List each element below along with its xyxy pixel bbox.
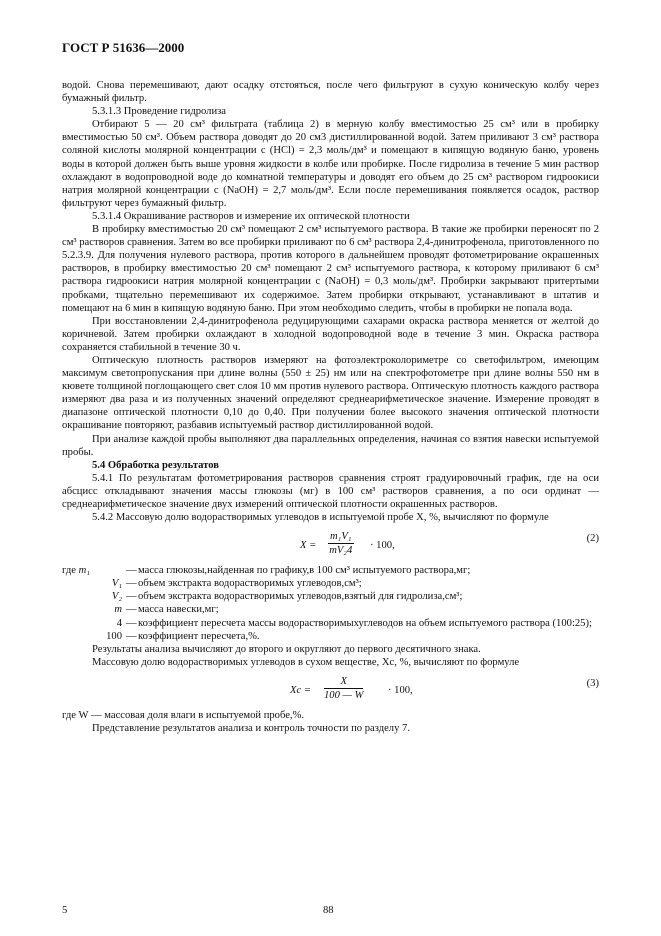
- paragraph: где W — массовая доля влаги в испытуемой пробе,%.: [62, 709, 305, 721]
- definition-row: m — масса навески,мг;: [62, 603, 592, 616]
- footer-section-number: 5: [62, 905, 68, 916]
- formula-tail: · 100,: [370, 540, 395, 552]
- section-heading-5-4: 5.4 Обработка результатов: [92, 459, 219, 471]
- fraction-denominator: mV₂4: [329, 545, 353, 557]
- definition-symbol: V₂: [111, 591, 122, 603]
- definition-row: V₂ — объем экстракта водорастворимых углеводов,взятый для гидролиза,см³;: [62, 590, 592, 603]
- paragraph: 5.4.1 По результатам фотометрирования растворов сравнения строят градуировочный график, где на оси абсцисс откладывают значения массы глюкозы (мг) в 100 см³ растворов сравнения, а по оси ординат — среднеарифметическое значение двух измерений оптической плотности окрашенных растворов.: [62, 472, 599, 510]
- formula-3: [62, 675, 599, 705]
- definition-symbol: V₁: [111, 578, 122, 590]
- formula-number: (2): [586, 533, 599, 545]
- paragraph: водой. Снова перемешивают, дают осадку отстояться, после чего фильтруют в сухую коническую колбу через бумажный фильтр.: [62, 80, 599, 105]
- definition-row: где m₁ — масса глюкозы,найденная по графику,в 100 см³ испытуемого раствора,мг;: [62, 564, 592, 577]
- paragraph: В пробирку вместимостью 20 см³ помещают 2 см³ испытуемого раствора. В такие же пробирки переносят по 2 см³ растворов сравнения. Затем во все пробирки приливают по 6 см³ раствора 2,4-динитрофенола, приготовленного по 5.2.3.9. Для получения нулевого раствора, против которого в дальнейшем проводят фотометрирование окрашенных растворов, в пробирку вместимостью 20 см³ помещают 2 см³ испытуемого раствора, к которому приливают 6 см³ раствора гидроокиси натрия молярной концентрации c (NaOH) = 0,3 моль/дм³. Пробирки закрывают притертыми пробками, тщательно перемешивают их содержимое. Затем пробирки открывают, устанавливают в штатив и помещают на 6 мин в кипящую водяную баню. При этом необходимо следить, чтобы в пробирки не попала вода.: [62, 224, 599, 314]
- definition-row: 100 — коэффициент пересчета,%.: [62, 630, 592, 643]
- formula-number: (3): [586, 677, 599, 689]
- symbol-definitions: [62, 564, 592, 643]
- paragraph: Оптическую плотность растворов измеряют на фотоэлектроколориметре со светофильтром, имеющим максимум светопропускания при длине волны (550 ± 25) нм или на спектрофотометре при длине волны 550 нм в кювете толщиной поглощающего свет слоя 10 мм против нулевого раствора. Оптическую плотность каждого раствора измеряют два раза и из полученных значений определяют среднеарифметическое значение. Измерение проводят в диапазоне оптической плотности 0,10 до 0,40. При получении более высокого значения оптической плотности окрашивание повторяют, разбавив испытуемый раствор дистиллированной водой.: [62, 354, 599, 432]
- section-heading-5-3-1-4: 5.3.1.4 Окрашивание растворов и измерение их оптической плотности: [92, 210, 410, 222]
- definition-symbol: 4: [116, 617, 122, 629]
- document-body: [62, 79, 599, 735]
- paragraph: Массовую долю водорастворимых углеводов в сухом веществе, Xс, %, вычисляют по формуле: [92, 656, 520, 668]
- definition-row: 4 — коэффициент пересчета массы водорастворимыхуглеводов на объем испытуемого раствора (100:25);: [62, 617, 592, 630]
- paragraph: При восстановлении 2,4-динитрофенола редуцирующими сахарами окраска раствора меняется от желтой до коричневой. Затем пробирки охлаждают в холодной водопроводной воде в течение 3 мин. Окраска раствора сохраняется стабильной в течение 30 ч.: [62, 315, 599, 353]
- paragraph: При анализе каждой пробы выполняют два параллельных определения, начиная со взятия навески испытуемой пробы.: [62, 433, 599, 458]
- definition-row: V₁ — объем экстракта водорастворимых углеводов,см³;: [62, 577, 592, 590]
- definition-text: масса глюкозы,найденная по графику,в 100 см³ испытуемого раствора,мг;: [138, 565, 471, 577]
- fraction-denominator: 100 — W: [324, 690, 364, 702]
- section-heading-5-3-1-3: 5.3.1.3 Проведение гидролиза: [92, 106, 227, 118]
- formula-tail: · 100,: [388, 684, 413, 696]
- definition-text: объем экстракта водорастворимых углеводов,взятый для гидролиза,см³;: [138, 591, 463, 603]
- definition-symbol: m: [114, 604, 122, 616]
- page-number: 88: [323, 905, 334, 916]
- paragraph: Представление результатов анализа и контроль точности по разделу 7.: [92, 723, 410, 735]
- paragraph: Отбирают 5 — 20 см³ фильтрата (таблица 2) в мерную колбу вместимостью 25 см³ или в пробирку вместимостью 50 см³. Объем раствора доводят до 20 см3 дистиллированной водой. Затем приливают 3 см³ раствора соляной кислоты молярной концентрации c (HCl) = 2,3 моль/дм³ и помещают в кипящую водяную баню, уровень воды в которой должен быть выше уровня жидкости в колбе или пробирке. После гидролиза в течение 5 мин раствор охлаждают в водопроводной воде до комнатной температуры и доводят его объем до 25 см³ раствором гидроокиси натрия молярной концентрации c (NaOH) = 2,7 моль/дм³. Если после перемешивания появляется осадок, раствор фильтруют через бумажный фильтр.: [62, 119, 599, 209]
- definition-symbol: 100: [106, 630, 122, 642]
- formula-lhs: X =: [300, 540, 317, 552]
- definition-text: масса навески,мг;: [138, 604, 219, 616]
- document-header: ГОСТ Р 51636—2000: [62, 40, 185, 55]
- formula-fraction: [328, 530, 354, 557]
- definition-text: объем экстракта водорастворимых углеводов,см³;: [138, 578, 362, 590]
- paragraph: Результаты анализа вычисляют до второго и округляют до первого десятичного знака.: [92, 643, 481, 655]
- formula-fraction: [324, 675, 363, 702]
- where-label: где m₁: [62, 565, 90, 577]
- formula-2: [62, 530, 599, 560]
- paragraph: 5.4.2 Массовую долю водорастворимых углеводов в испытуемой пробе X, %, вычисляют по формуле: [92, 512, 549, 524]
- definition-text: коэффициент пересчета,%.: [138, 630, 260, 642]
- fraction-numerator: X: [324, 675, 363, 689]
- formula-lhs: Xс =: [290, 684, 311, 696]
- definition-text: коэффициент пересчета массы водорастворимыхуглеводов на объем испытуемого раствора (100:25);: [138, 617, 592, 629]
- fraction-numerator: m₁V₁: [328, 530, 354, 544]
